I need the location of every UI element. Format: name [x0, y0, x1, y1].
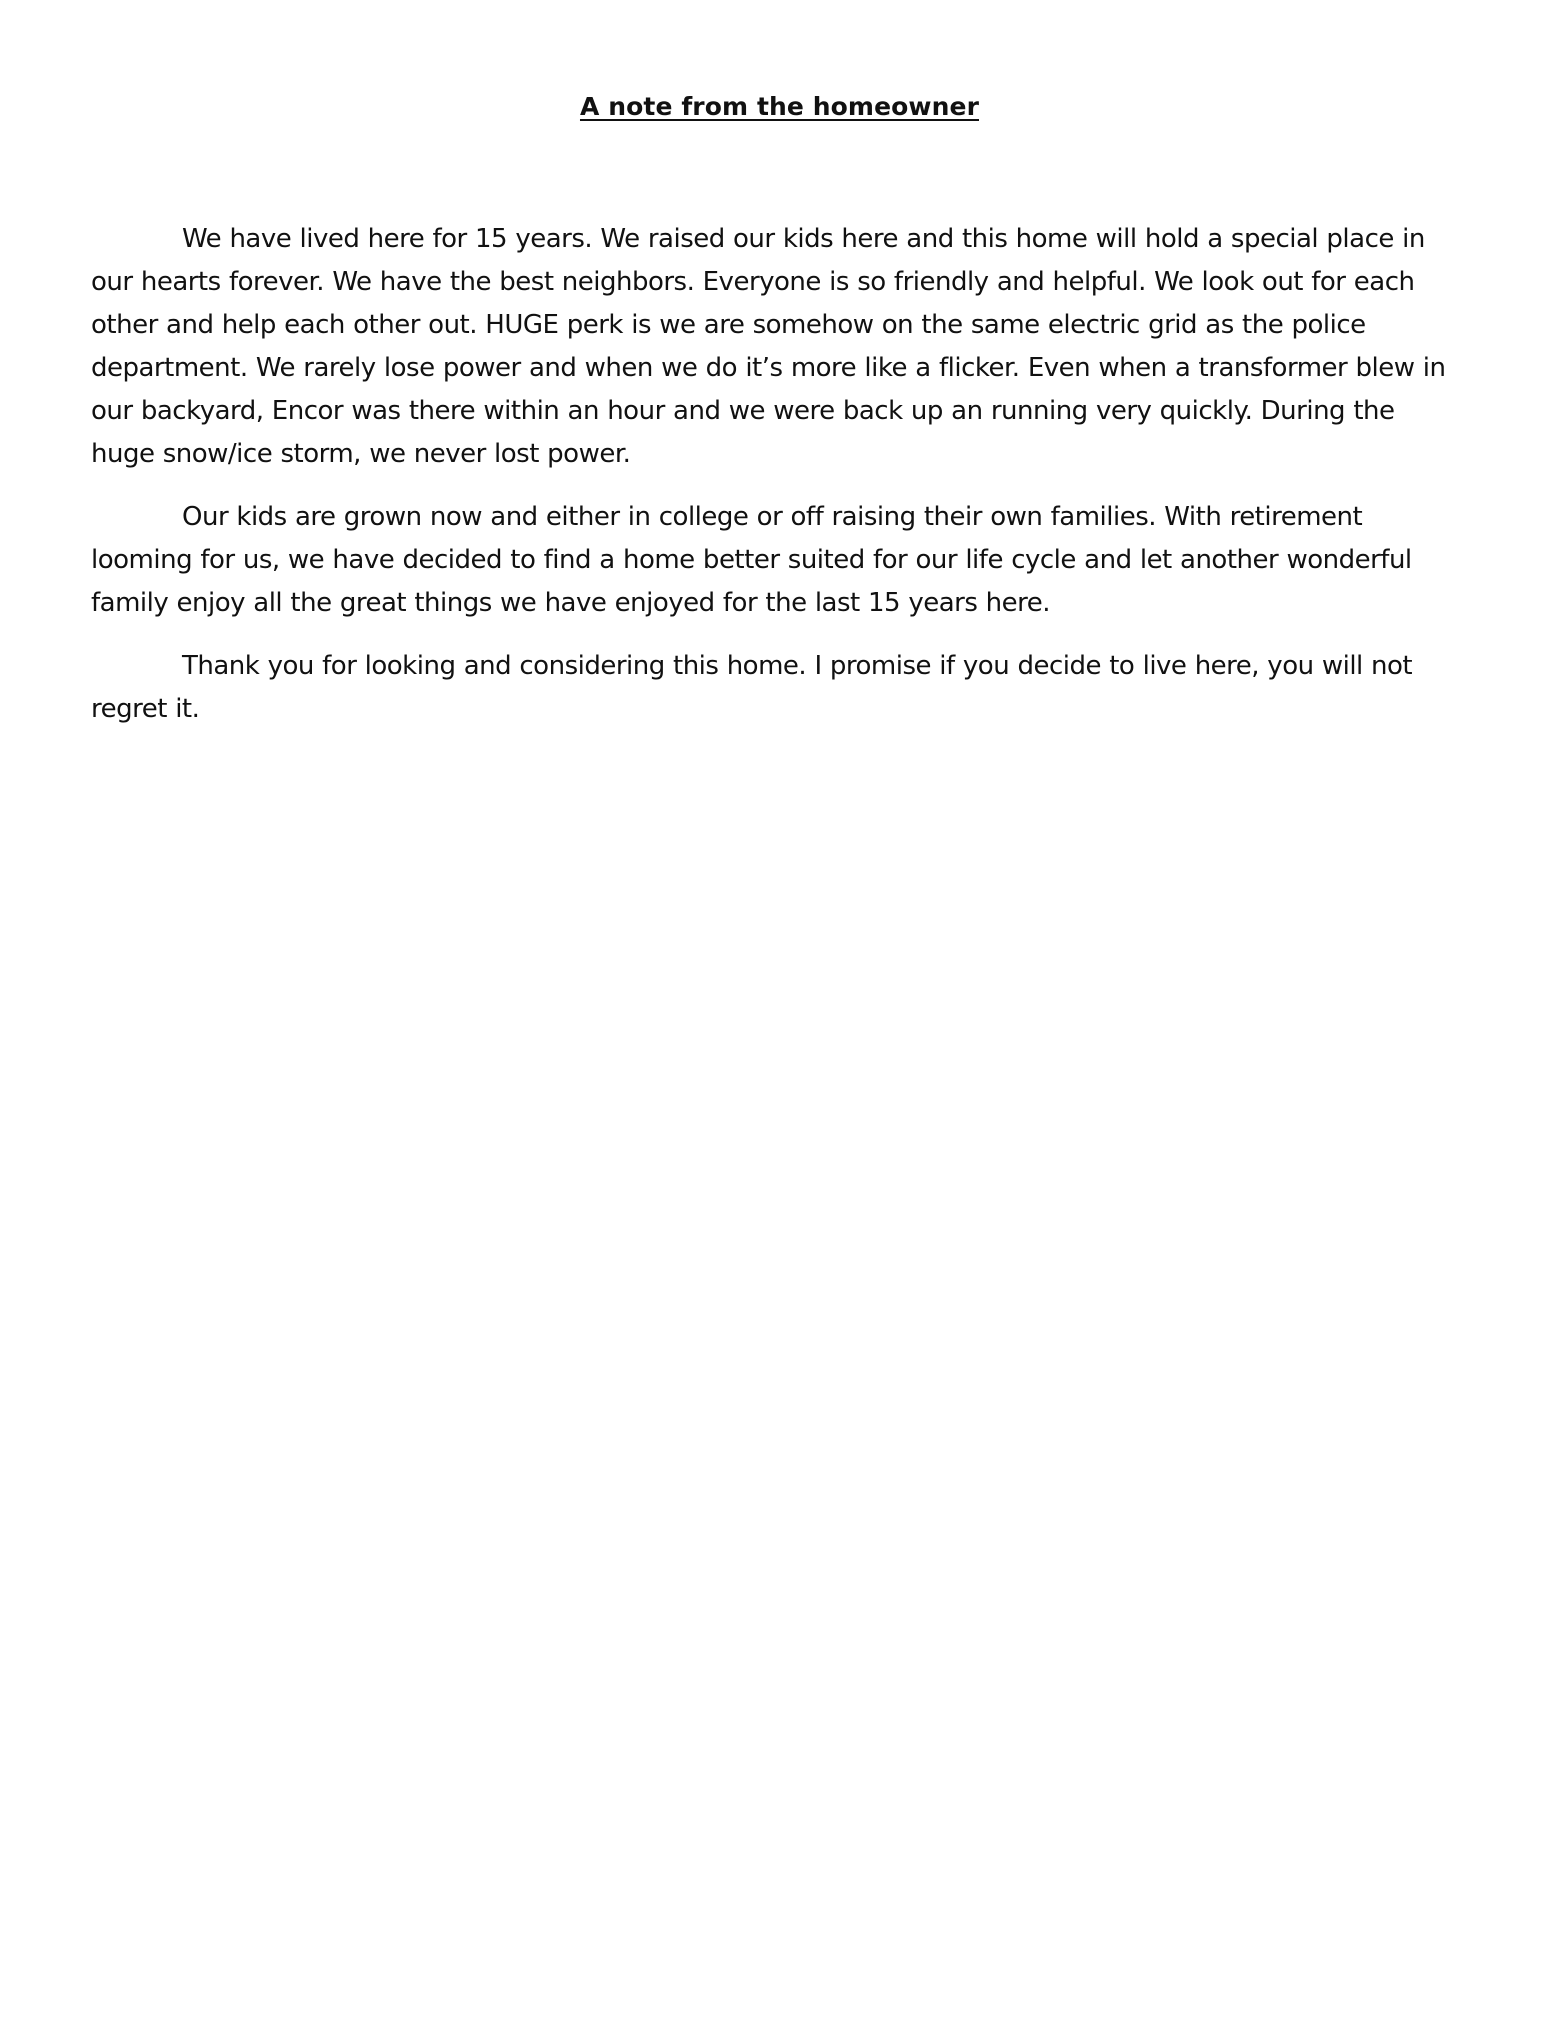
document-title: A note from the homeowner	[579, 92, 979, 121]
paragraph-reason-for-moving: Our kids are grown now and either in college or off raising their own families. With retirement looming for us, we have decided to find a home better suited for our life cycle and let another wonderful family enjoy all the great things we have enjoyed for the last 15 years here.	[91, 502, 1412, 618]
paragraph-closing: Thank you for looking and considering this home. I promise if you decide to live here, you will not regret it.	[91, 651, 1413, 724]
document-body	[91, 218, 1465, 751]
paragraph-neighborhood: We have lived here for 15 years. We raised our kids here and this home will hold a special place in our hearts forever. We have the best neighbors. Everyone is so friendly and helpful. We look out for each other and help each other out. HUGE perk is we are somehow on the same electric grid as the police department. We rarely lose power and when we do it’s more like a flicker. Even when a transformer blew in our backyard, Encor was there within an hour and we were back up an running very quickly. During the huge snow/ice storm, we never lost power.	[91, 224, 1446, 469]
